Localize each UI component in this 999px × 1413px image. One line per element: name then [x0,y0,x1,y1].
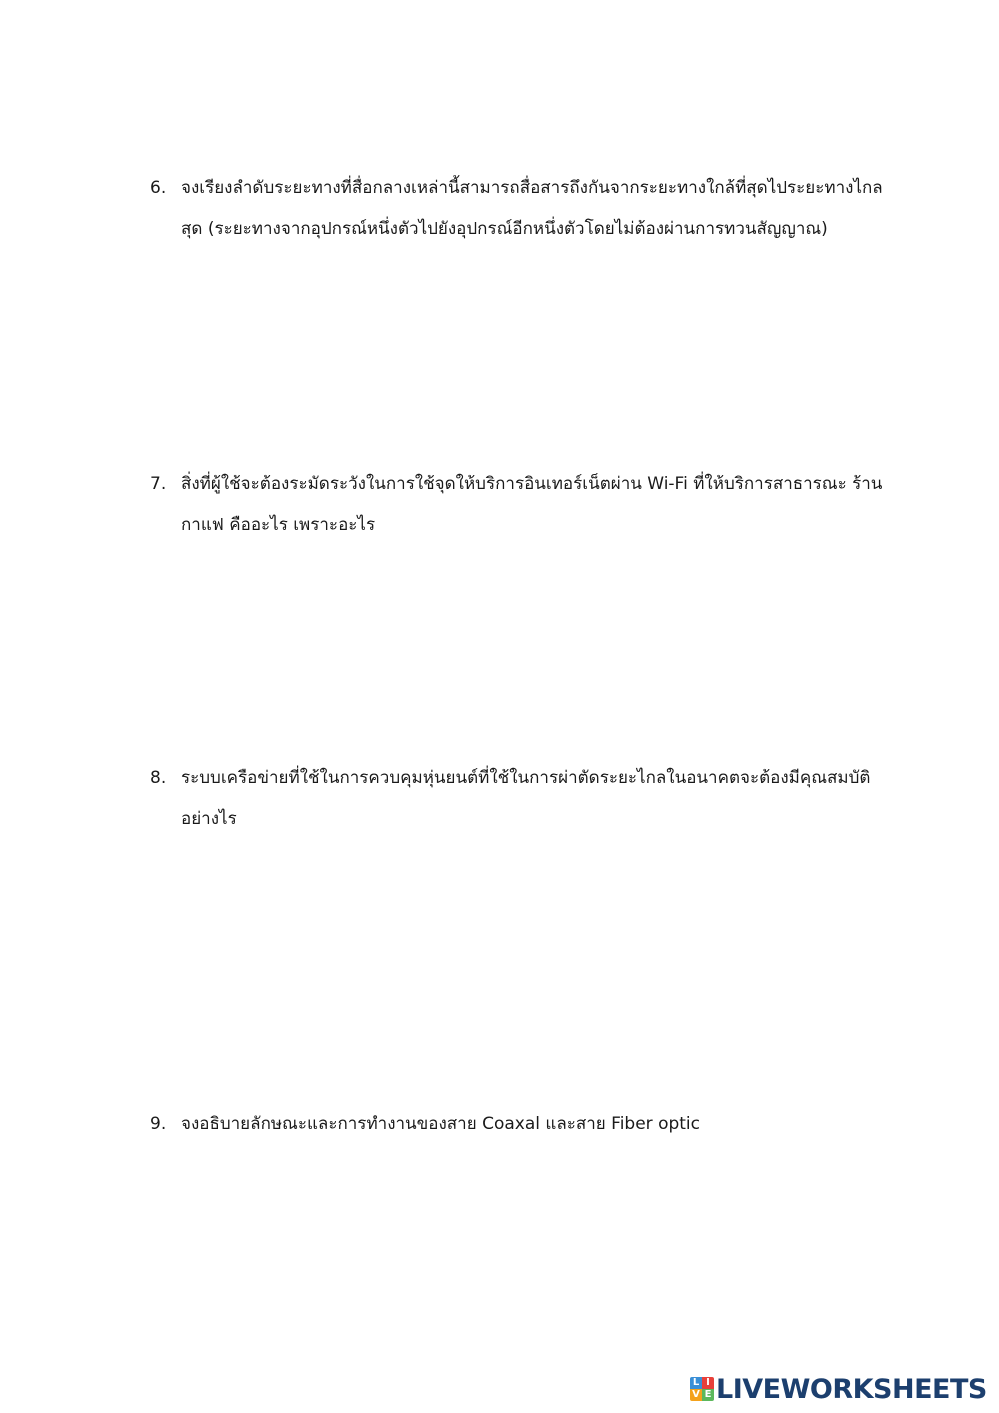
question-text-line-2: กาแฟ คืออะไร เพราะอะไร [181,515,376,535]
liveworksheets-logo [690,1372,987,1406]
question-text-line-1: จงอธิบายลักษณะและการทำงานของสาย Coaxal และสาย Fiber optic [181,1114,700,1134]
question-text-line-1: จงเรียงลำดับระยะทางที่สื่อกลางเหล่านี้สามารถสื่อสารถึงกันจากระยะทางใกล้ที่สุดไประยะทางไกล [181,178,883,198]
question-text-line-2: สุด (ระยะทางจากอุปกรณ์หนึ่งตัวไปยังอุปกรณ์อีกหนึ่งตัวโดยไม่ต้องผ่านการทวนสัญญาณ) [181,219,828,239]
question-8 [150,758,870,840]
question-text-line-2: อย่างไร [181,809,237,829]
question-number: 6. [150,178,167,198]
question-9 [150,1104,870,1145]
question-number: 7. [150,474,167,494]
question-text-line-1: ระบบเครือข่ายที่ใช้ในการควบคุมหุ่นยนต์ที่ใช้ในการผ่าตัดระยะไกลในอนาคตจะต้องมีคุณสมบัติ [181,768,871,788]
liveworksheets-logo-text: LIVEWORKSHEETS [716,1373,987,1405]
question-6 [150,168,883,250]
question-number: 9. [150,1114,167,1134]
question-text-line-1: สิ่งที่ผู้ใช้จะต้องระมัดระวังในการใช้จุดให้บริการอินเทอร์เน็ตผ่าน Wi-Fi ที่ให้บริการสาธารณะ ร้าน [181,474,883,494]
liveworksheets-logo-icon: L I V E [690,1377,714,1401]
question-number: 8. [150,768,167,788]
question-7 [150,464,883,546]
